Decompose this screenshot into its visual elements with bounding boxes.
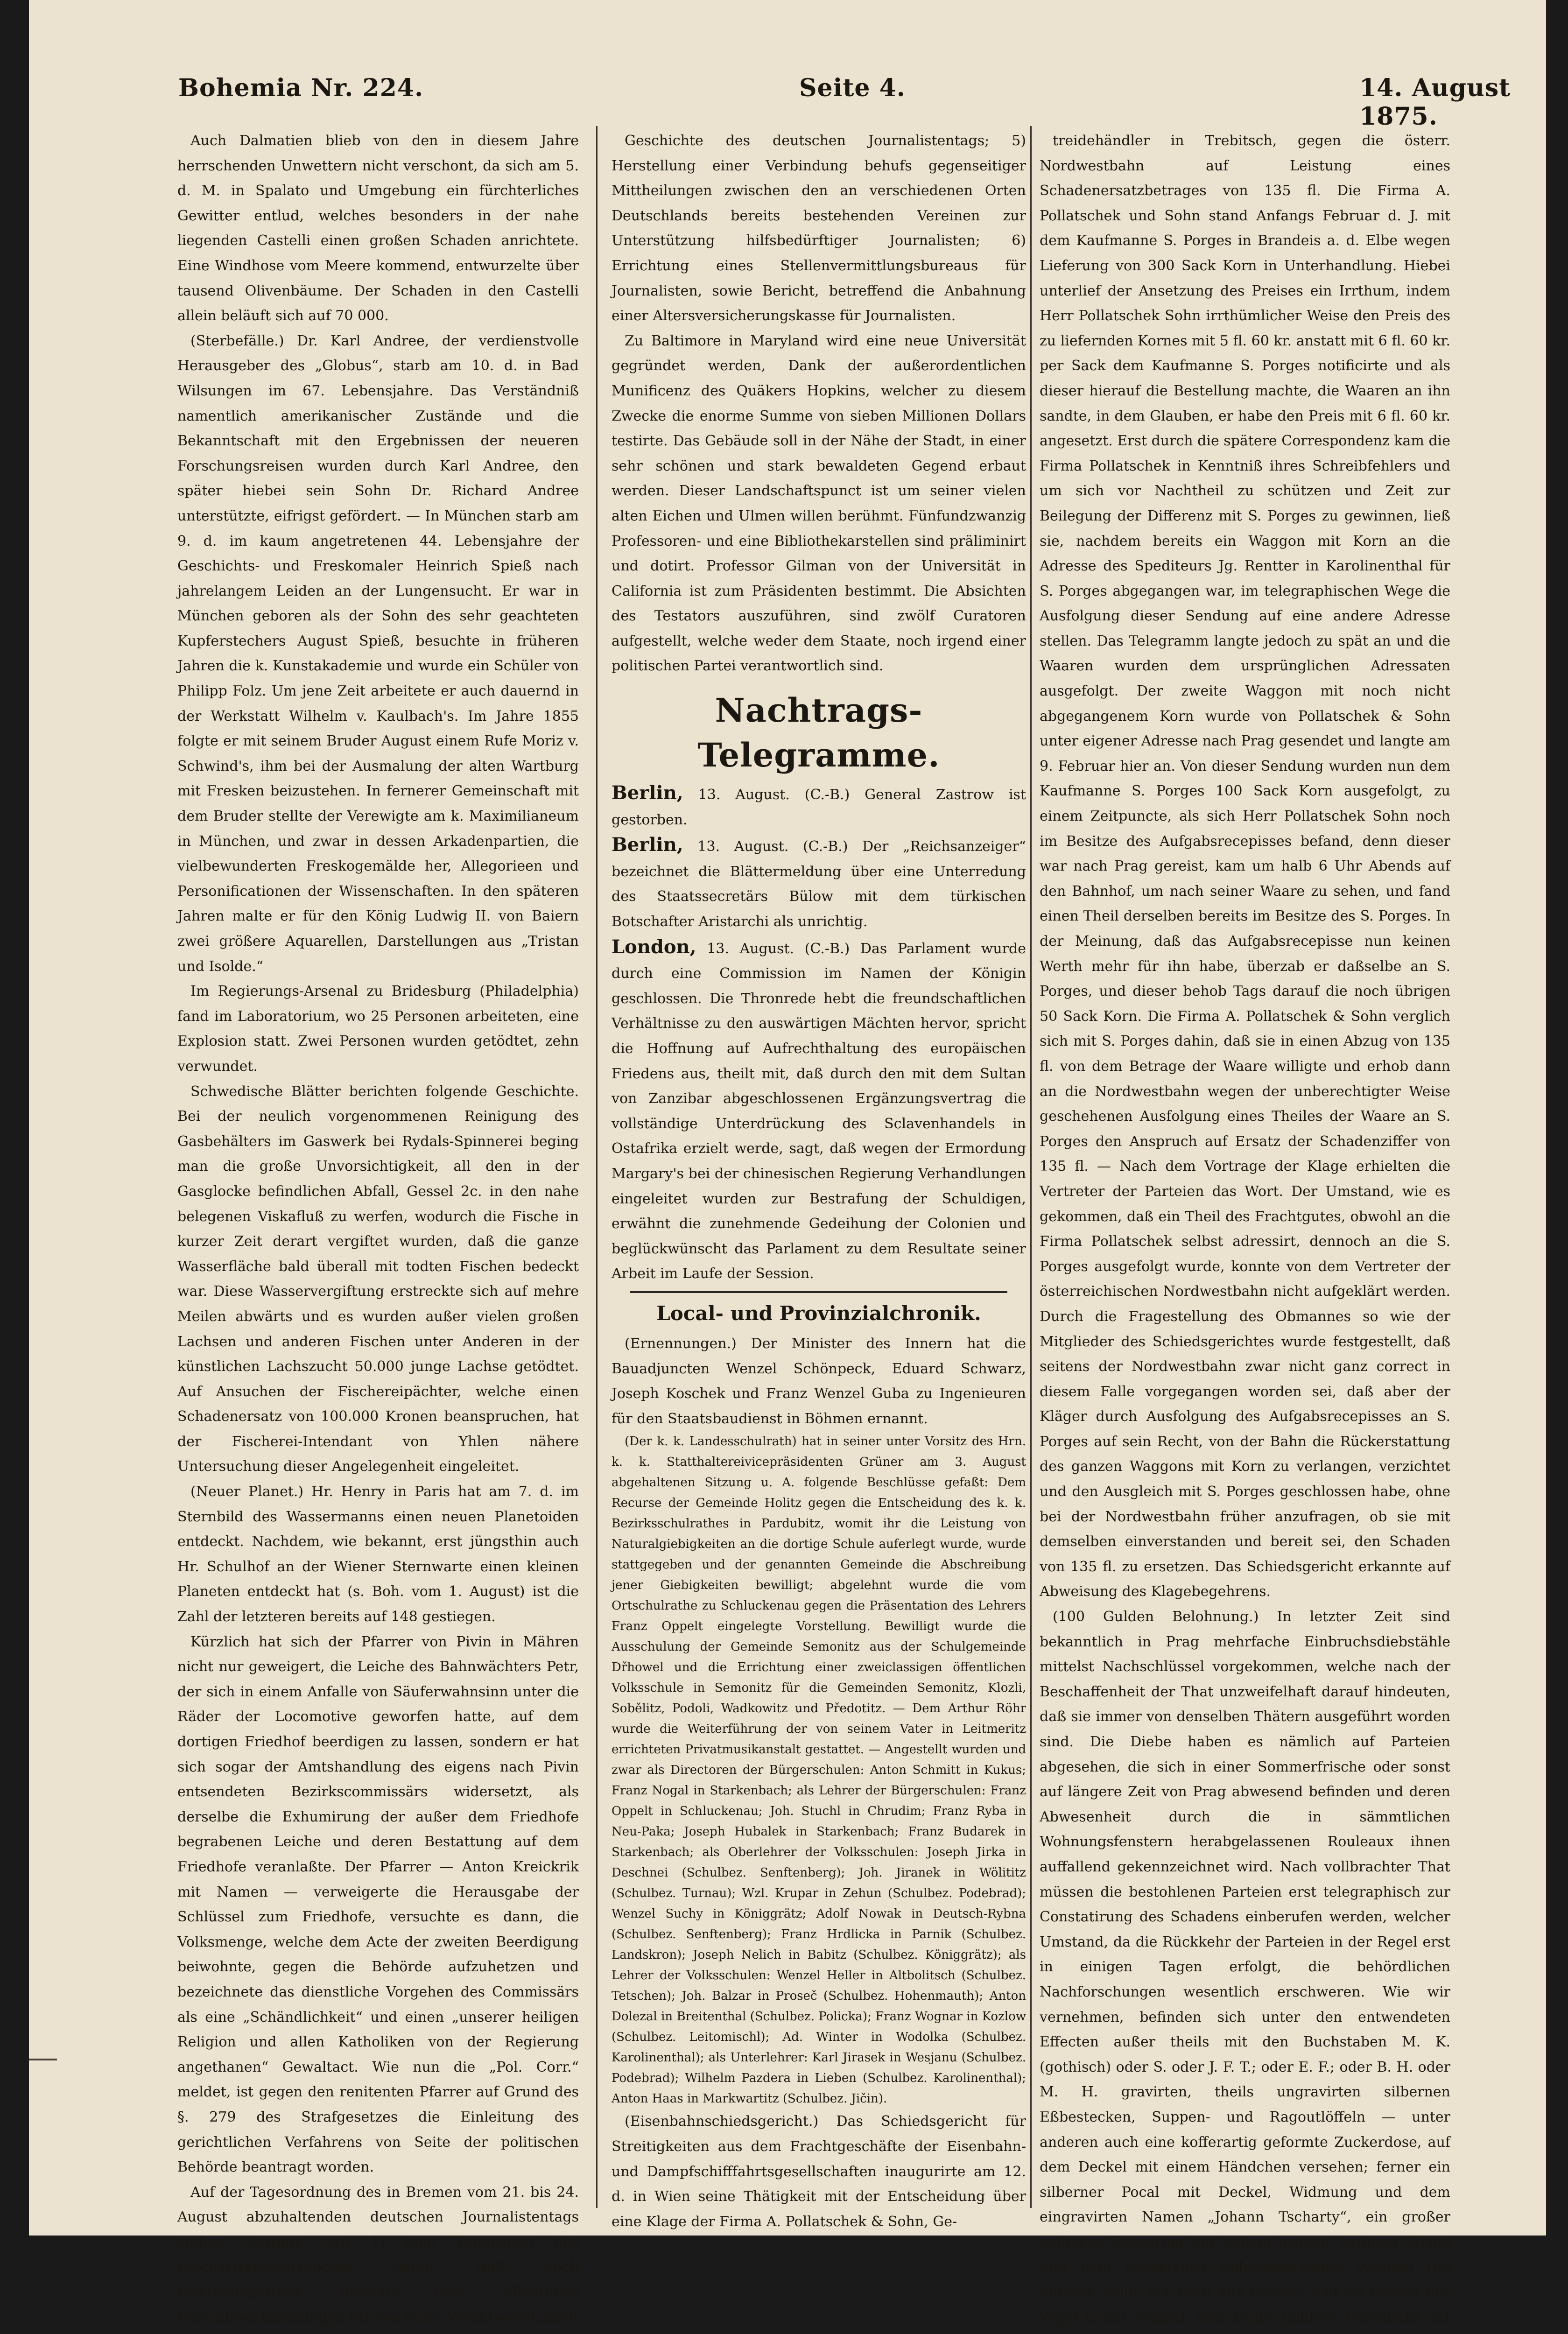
article-baltimore: Zu Baltimore in Maryland wird eine neue Universität gegründet werden, Dank der außerordentlichen Munificenz des Quäkers Hopkins, welcher zu diesem Zwecke die enorme Summe von sieben Millionen Dollars testirte. Das Gebäude soll in der Nähe der Stadt, in einer sehr schönen und stark bewaldeten Gegend erbaut werden. Dieser Landschaftspunct ist um seiner vielen alten Eichen und Ulmen willen berühmt. Fünfundzwanzig Professoren- und eine Bibliothekarstellen sind präliminirt und dotirt. Professor Gilman von der Universität in California ist zum Präsidenten bestimmt. Die Absichten des Testators auszuführen, sind zwölf Curatoren aufgestellt, welche weder dem Staate, noch irgend einer politischen Partei verantwortlich sind. — [612, 332, 1026, 675]
telegram-text: 13. August. (C.-B.) Der „Reichsanzeiger“ bezeichnet die Blättermeldung über eine Unterredung des Staatssecretärs Bülow mit dem türkischen Botschafter Aristarchi als unrichtig. — [612, 838, 1026, 930]
article-ernennungen: (Ernennungen.) Der Minister des Innern hat die Bauadjuncten Wenzel Schönpeck, Eduard Schwarz, Joseph Koschek und Franz Wenzel Guba zu Ingenieuren für den Staatsbaudienst in Böhmen ernannt. — [612, 1335, 1026, 1427]
article-landesschulrath: (Der k. k. Landesschulrath) hat in seiner unter Vorsitz des Hrn. k. k. Statthaltereivicepräsidenten Grüner am 3. August abgehaltenen Sitzung u. A. folgende Beschlüsse gefaßt: Dem Recurse der Gemeinde Holitz gegen die Entscheidung des k. k. Bezirksschulrathes in Pardubitz, womit ihr die Leistung von Naturalgiebigkeiten an die dortige Schule auferlegt wurde, wurde stattgegeben und der genannten Gemeinde die Abschreibung jener Giebigkeiten bewilligt; abgelehnt wurde die vom Ortschulrathe zu Schluckenau gegen die Präsentation des Lehrers Franz Oppelt eingelegte Vorstellung. Bewilligt wurde die Ausschulung der Gemeinde Semonitz aus der Schulgemeinde Dřhowel und die Errichtung einer zweiclassigen öffentlichen Volksschule in Semonitz für die Gemeinden Semonitz, Klozli, Sobělitz, Podoli, Wadkowitz und Předotitz. — Dem Arthur Röhr wurde die Weiterführung der von seinem Vater in Leitmeritz errichteten Privatmusikanstalt gestattet. — Angestellt wurden und zwar als Directoren der Bürgerschulen: Anton Schmitt in Kukus; Franz Nogal in Starkenbach; als Lehrer der Bürgerschulen: Franz Oppelt in Schluckenau; Joh. Stuchl in Chrudim; Franz Ryba in Neu-Paka; Joseph Hubalek in Starkenbach; Franz Budarek in Starkenbach; als Oberlehrer der Volksschulen: Joseph Jirka in Deschnei (Schulbez. Senftenberg); Joh. Jiranek in Wölititz (Schulbez. Turnau); Wzl. Krupar in Zehun (Schulbez. Podebrad); Wenzel Suchy in Königgrätz; Adolf Nowak in Deutsch-Rybna (Schulbez. Senftenberg); Franz Hrdlicka in Parnik (Schulbez. Landskron); Joseph Nelich in Babitz (Schulbez. Königgrätz); als Lehrer der Volksschulen: Wenzel Heller in Altbolitsch (Schulbez. Tetschen); Joh. Balzar in Proseč (Schulbez. Hohenmauth); Anton Dolezal in Breitenthal (Schulbez. Policka); Franz Wognar in Kozlow (Schulbez. Leitomischl); Ad. Winter in Wodolka (Schulbez. Karolinenthal); als Unterlehrer: Karl Jirasek in Wesjanu (Schulbez. Podebrad); Wilhelm Pazdera in Lieben (Schulbez. Karolinenthal); Anton Haas in Markwartitz (Schulbez. Jičin). — [612, 1434, 1026, 2106]
telegram-1 — [612, 780, 1026, 832]
telegram-place: London, — [612, 935, 696, 958]
article-schiedsgericht-cont: treidehändler in Trebitsch, gegen die österr. Nordwestbahn auf Leistung eines Schadenersatzbetrages von 135 fl. Die Firma A. Pollatschek und Sohn stand Anfangs Februar d. J. mit dem Kaufmanne S. Porges in Brandeis a. d. Elbe wegen Lieferung von 300 Sack Korn in Unterhandlung. Hiebei unterlief der Ansetzung des Preises ein Irrthum, indem Herr Pollatschek Sohn irrthümlicher Weise den Preis des zu liefernden Kornes mit 5 fl. 60 kr. anstatt mit 6 fl. 60 kr. per Sack dem Kaufmanne S. Porges notificirte und als dieser hierauf die Bestellung machte, die Waaren an ihn sandte, in dem Glauben, er habe den Preis mit 6 fl. 60 kr. angesetzt. Erst durch die spätere Correspondenz kam die Firma Pollatschek in Kenntniß ihres Schreibfehlers und um sich vor Nachtheil zu schützen und Zeit zur Beilegung der Differenz mit S. Porges zu gewinnen, ließ sie, nachdem bereits ein Waggon mit Korn an die Adresse des Spediteurs Jg. Rentter in Karolinenthal für S. Porges abgegangen war, im telegraphischen Wege die Ausfolgung dieser Sendung auf eine andere Adresse stellen. Das Telegramm langte jedoch zu spät an und die Waaren wurden dem ursprünglichen Adressaten ausgefolgt. Der zweite Waggon mit noch nicht abgegangenem Korn wurde von Pollatschek & Sohn unter eigener Adresse nach Prag gesendet und langte am 9. Februar hier an. Von dieser Sendung wurden nun dem Kaufmanne S. Porges 100 Sack Korn ausgefolgt, zu einem Zeitpuncte, als sich Herr Pollatschek Sohn noch im Besitze des Aufgabsrecepisses befand, denn dieser war nach Prag gereist, kam um halb 6 Uhr Abends auf den Bahnhof, um nach seiner Waare zu sehen, und fand einen Theil derselben bereits im Besitze des S. Porges. In der Meinung, daß das Aufgabsrecepisse nun keinen Werth mehr für ihn habe, überzab er daßselbe an S. Porges, und dieser behob Tags darauf die noch übrigen 50 Sack Korn. Die Firma A. Pollatschek & Sohn verglich sich mit S. Porges dahin, daß sie in einen Abzug von 135 fl. von dem Betrage der Waare willigte und erhob dann an die Nordwestbahn wegen der unberechtigter Weise geschehenen Ausfolgung eines Theiles der Waare an S. Porges den Anspruch auf Ersatz der Schadenziffer von 135 fl. — Nach dem Vortrage der Klage erhielten die Vertreter der Parteien das Wort. Der Umstand, wie es gekommen, daß ein Theil des Frachtgutes, obwohl an die Firma Pollatschek selbst adressirt, dennoch an die S. Porges ausgefolgt wurde, konnte von dem Vertreter der österreichischen Nordwestbahn nicht aufgeklärt werden. Durch die Fragestellung des Obmannes so wie der Mitglieder des Schiedsgerichtes wurde festgestellt, daß seitens der Nordwestbahn zwar nicht ganz correct in diesem Falle vorgegangen worden sei, daß aber der Kläger durch Ausfolgung des Aufgabsrecepisses an S. Porges auf sein Recht, von der Bahn die Rückerstattung des ganzen Waggons mit Korn zu verlangen, verzichtet und den Ausgleich mit S. Porges geschlossen habe, ohne bei der Nordwestbahn früher anzufragen, ob sie mit demselben einverstanden und bereit sei, den Schaden von 135 fl. zu ersetzen. Das Schiedsgericht erkannte auf Abweisung des Klagebegehrens. — [1040, 133, 1450, 1600]
paper-issue: Bohemia Nr. 224. — [178, 74, 424, 102]
article-pfarrer-pivin: Kürzlich hat sich der Pfarrer von Pivin in Mähren nicht nur geweigert, die Leiche des Bahnwächters Petr, der sich in einem Anfalle von Säuferwahnsinn unter die Räder der Locomotive geworfen hatte, auf dem dortigen Friedhof beerdigen zu lassen, sondern er hat sich sogar der Amtshandlung des eigens nach Pivin entsendeten Bezirkscommissärs widersetzt, als derselbe die Exhumirung der außer dem Friedhofe begrabenen Leiche und deren Bestattung auf dem Friedhofe veranlaßte. Der Pfarrer — Anton Kreickrik mit Namen — verweigerte die Herausgabe der Schlüssel zum Friedhofe, versuchte es dann, die Volksmenge, welche dem Acte der zweiten Beerdigung beiwohnte, gegen die Behörde aufzuhetzen und bezeichnete das dienstliche Vorgehen des Commissärs als eine „Schändlichkeit“ und einen „unserer heiligen Religion und allen Katholiken von der Regierung angethanen“ Gewaltact. Wie nun die „Pol. Corr.“ meldet, ist gegen den renitenten Pfarrer auf Grund des §. 279 des Strafgesetzes die Einleitung des gerichtlichen Verfahrens von Seite der politischen Behörde beantragt worden. — [177, 1633, 579, 2176]
column-rule-2 — [1030, 126, 1032, 2208]
newspaper-page — [29, 0, 1546, 2326]
article-schwedische-blaetter: Schwedische Blätter berichten folgende Geschichte. Bei der neulich vorgenommenen Reinigung des Gasbehälters im Gaswerk bei Rydals-Spinnerei beging man die große Unvorsichtigkeit, all den in der Gasglocke befindlichen Abfall, Gessel 2c. in den nahe belegenen Viskafluß zu werfen, wodurch die Fische in kurzer Zeit derart vergiftet wurden, daß die ganze Wasserfläche bald überall mit todten Fischen bedeckt war. Diese Wasservergiftung erstreckte sich auf mehre Meilen abwärts und es wurden außer vielen großen Lachsen und anderen Fischen unter Anderen in der künstlichen Lachszucht 50.000 junge Lachse getödtet. Auf Ansuchen der Fischereipächter, welche einen Schadenersatz von 100.000 Kronen beanspruchen, hat der Fischerei-Intendant von Yhlen nähere Untersuchung dieser Angelegenheit eingeleitet. — [177, 1083, 579, 1475]
section-divider — [630, 1291, 1007, 1293]
telegram-2 — [612, 832, 1026, 934]
column-2 — [612, 128, 1026, 2230]
article-dalmatien: Auch Dalmatien blieb von den in diesem Jahre herrschenden Unwettern nicht verschont, da sich am 5. d. M. in Spalato und Umgebung ein fürchterliches Gewitter entlud, welches besonders in der nahe liegenden Castelli einen großen Schaden anrichtete. Eine Windhose vom Meere kommend, entwurzelte über tausend Olivenbäume. Der Schaden in den Castelli allein beläuft sich auf 70 000. — [177, 133, 579, 324]
article-neuer-planet: (Neuer Planet.) Hr. Henry in Paris hat am 7. d. im Sternbild des Wassermanns einen neuen Planetoiden entdeckt. Nachdem, wie bekannt, erst jüngsthin auch Hr. Schulhof an der Wiener Sternwarte einen kleinen Planeten entdeckt hat (s. Boh. vom 1. August) ist die Zahl der letzteren bereits auf 148 gestiegen. — [177, 1483, 579, 1625]
telegram-text: 13. August. (C.-B.) Das Parlament wurde durch eine Commission im Namen der Königin geschlossen. Die Thronrede hebt die freundschaftlichen Verhältnisse zu den auswärtigen Mächten hervor, spricht die Hoffnung auf Aufrechthaltung des europäischen Friedens aus, theilt mit, daß durch den mit dem Sultan von Zanzibar abgeschlossenen Ergänzungsvertrag die vollständige Unterdrückung des Sclavenhandels in Ostafrika erzielt werde, sagt, daß wegen der Ermordung Margary's bei der chinesischen Regierung Verhandlungen eingeleitet wurden zur Bestrafung der Schuldigen, erwähnt die zunehmende Gedeihung der Colonien und beglückwünscht das Parlament zu dem Resultate seiner Arbeit im Laufe der Session. — [612, 940, 1026, 1282]
article-journalistentag: Auf der Tagesordnung des in Bremen vom 21. bis 24. August abzuhaltenden deutschen Journalistentags stehen Anträge auf: 1) eine Ergänzung des Reichsstrafgesetzbuches dahin, daß auch wahrheitsgetreue Berichte über öffentliche Gerichtsverhandlungen für von jeder Verantwortlichkeit — [177, 2184, 579, 2326]
column-1 — [177, 128, 579, 2326]
issue-date: 14. August 1875. — [1359, 74, 1511, 131]
telegram-place: Berlin, — [612, 782, 683, 804]
article-bridesburg: Im Regierungs-Arsenal zu Bridesburg (Philadelphia) fand im Laboratorium, wo 25 Personen arbeiteten, eine Explosion statt. Zwei Personen wurden getödtet, zehn verwundet. — [177, 983, 579, 1075]
margin-mark — [29, 2059, 57, 2060]
article-eisenbahnschiedsgericht: (Eisenbahnschiedsgericht.) Das Schiedsgericht für Streitigkeiten aus dem Frachtgeschäfte der Eisenbahn- und Dampfschifffahrtsgesellschaften inaugurirte am 12. d. in Wien seine Thätigkeit mit der Entscheidung über eine Klage der Firma A. Pollatschek & Sohn, Ge- — [612, 2113, 1026, 2230]
article-journalistentag-cont: Geschichte des deutschen Journalistentags; 5) Herstellung einer Verbindung behufs gegenseitiger Mittheilungen zwischen den an verschiedenen Orten Deutschlands bereits bestehenden Vereinen zur Unterstützung hilfsbedürftiger Journalisten; 6) Errichtung eines Stellenvermittlungsbureaus für Journalisten, sowie Bericht, betreffend die Anbahnung einer Altersversicherungskasse für Journalisten. — [612, 133, 1026, 324]
page-number: Seite 4. — [799, 74, 906, 102]
telegram-place: Berlin, — [612, 834, 683, 856]
article-sterbefaelle: (Sterbefälle.) Dr. Karl Andree, der verdienstvolle Herausgeber des „Globus“, starb am 10. d. in Bad Wilsungen im 67. Lebensjahre. Das Verständniß namentlich amerikanischer Zustände und die Bekanntschaft mit den Ergebnissen der neueren Forschungsreisen wurden durch Karl Andree, den später hiebei sein Sohn Dr. Richard Andree unterstützte, eifrigst gefördert. — In München starb am 9. d. im kaum angetretenen 44. Lebensjahre der Geschichts- und Freskomaler Heinrich Spieß nach jahrelangem Leiden an der Lungensucht. Er war in München geboren als der Sohn des sehr geachteten Kupferstechers August Spieß, besuchte in früheren Jahren die k. Kunstakademie und wurde ein Schüler von Philipp Folz. Um jene Zeit arbeitete er auch dauernd in der Werkstatt Wilhelm v. Kaulbach's. Im Jahre 1855 folgte er mit seinem Bruder August einem Rufe Moriz v. Schwind's, ihm bei der Ausmalung der alten Wartburg mit Fresken beizustehen. In fernerer Gemeinschaft mit dem Bruder stellte der Verewigte am k. Maximilianeum in München, und zwar in dessen Arkadenpartien, die vielbewunderten Freskogemälde her, Allegorieen und Personificationen der Wissenschaften. In den späteren Jahren malte er für den König Ludwig II. von Baiern zwei größere Aquarellen, Darstellungen aus „Tristan und Isolde.“ — [177, 332, 579, 975]
page-header — [29, 0, 1546, 131]
telegram-text: 13. August. (C.-B.) General Zastrow ist gestorben. — [612, 787, 1026, 828]
column-rule-1 — [596, 126, 598, 2208]
telegram-3 — [612, 935, 1026, 1287]
local-chronicle-heading: Local- und Provinzialchronik. — [656, 1301, 981, 1325]
telegrams-heading: Nachtrags-Telegramme. — [697, 691, 940, 775]
column-3 — [1040, 128, 1450, 2326]
article-belohnung: (100 Gulden Belohnung.) In letzter Zeit sind bekanntlich in Prag mehrfache Einbruchsdiebstähle mittelst Nachschlüssel vorgekommen, welche nach der Beschaffenheit der That unzweifelhaft darauf hindeuten, daß sie immer von denselben Thätern ausgeführt worden sind. Die Diebe haben es nämlich auf Parteien abgesehen, die sich in einer Sommerfrische oder sonst auf längere Zeit von Prag abwesend befinden und deren Abwesenheit durch die in sämmtlichen Wohnungsfenstern herabgelassenen Rouleaux ihnen auffallend gekennzeichnet wird. Nach vollbrachter That müssen die bestohlenen Parteien erst telegraphisch zur Constatirung des Schadens einberufen werden, welcher Umstand, da die Rückkehr der Parteien in der Regel erst in einigen Tagen erfolgt, die behördlichen Nachforschungen wesentlich erschweren. Wie wir vernehmen, befinden sich unter den entwendeten Effecten außer theils mit den Buchstaben M. K. (gothisch) oder S. oder J. F. T.; oder E. F.; oder B. H. oder M. H. gravirten, theils ungravirten silbernen Eßbestecken, Suppen- und Ragoutlöffeln — unter anderen auch eine kofferartig geformte Zuckerdose, auf dem Deckel mit einem Händchen versehen; ferner ein silberner Pocal mit Deckel, Widmung und dem eingravirten Namen „Johann Tscharty“, ein großer goldener Siegelring mit hellem grauen, grünem Steine und dem freiherrlich Silberstein'schen Wappen (im unteren Felde ein Berg aus Steinen und im oberen der Vogel Greif), endlich eine kleine goldene Damenuhr mit — [1040, 1609, 1450, 2326]
